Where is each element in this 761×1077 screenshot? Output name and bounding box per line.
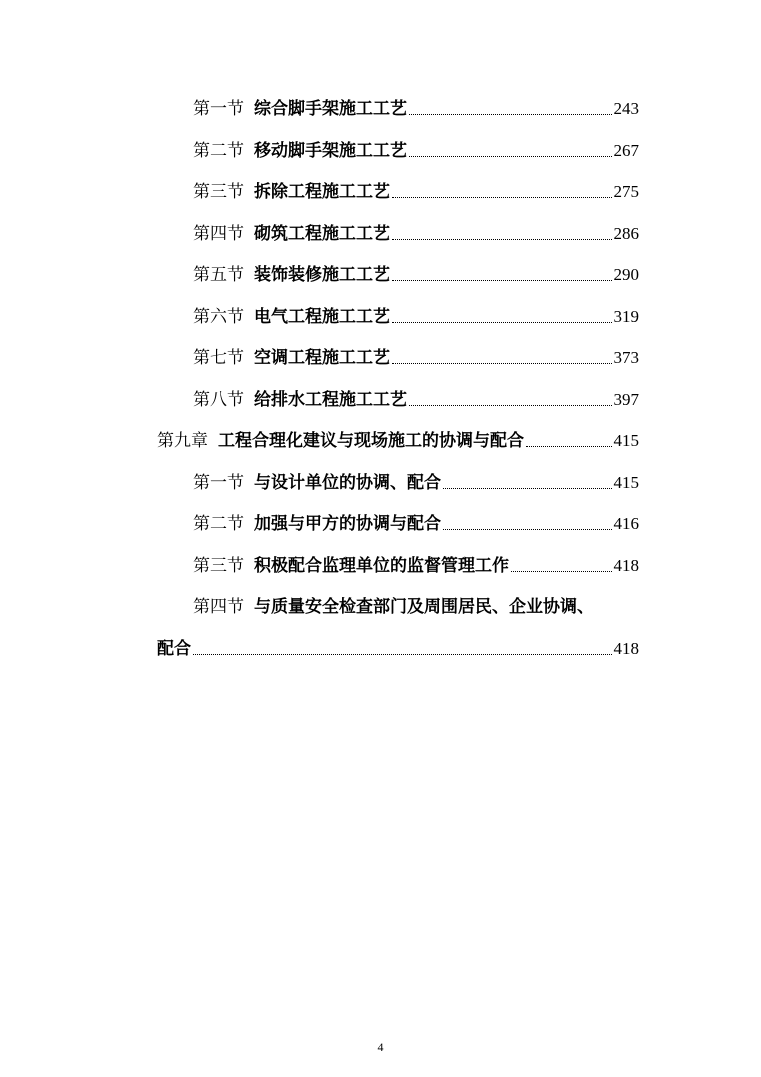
dot-leader	[443, 529, 612, 530]
toc-entry-number: 第四节	[193, 597, 244, 617]
toc-entry-page: 397	[613, 390, 639, 409]
toc-entry-wrapped-line1	[193, 595, 594, 619]
toc-entry-wrapped-line2	[157, 637, 639, 661]
toc-entry-title: 积极配合监理单位的监督管理工作	[254, 556, 509, 576]
dot-leader	[409, 114, 612, 115]
toc-entry-title: 与质量安全检查部门及周围居民、企业协调、	[254, 597, 594, 617]
dot-leader	[392, 322, 612, 323]
toc-entry-number: 第一节	[193, 473, 244, 493]
toc-entry	[193, 139, 639, 163]
toc-entry-title: 拆除工程施工工艺	[254, 182, 390, 202]
toc-entry-title: 电气工程施工工艺	[254, 307, 390, 327]
toc-entry-number: 第八节	[193, 390, 244, 410]
toc-entry	[193, 388, 639, 412]
toc-entry	[193, 97, 639, 121]
toc-entry-title: 综合脚手架施工工艺	[254, 99, 407, 119]
toc-entry-title: 与设计单位的协调、配合	[254, 473, 441, 493]
dot-leader	[443, 488, 612, 489]
toc-entry-title-continued: 配合	[157, 639, 191, 659]
toc-entry	[193, 263, 639, 287]
toc-entry-number: 第六节	[193, 307, 244, 327]
dot-leader	[392, 280, 612, 281]
toc-entry-title: 加强与甲方的协调与配合	[254, 514, 441, 534]
toc-entry-title: 空调工程施工工艺	[254, 348, 390, 368]
toc-entry-page: 415	[613, 473, 639, 492]
toc-entry	[193, 305, 639, 329]
dot-leader	[526, 446, 612, 447]
toc-entry-title: 砌筑工程施工工艺	[254, 224, 390, 244]
toc-entry-page: 416	[613, 514, 639, 533]
toc-entry-page: 267	[613, 141, 639, 160]
toc-entry-title: 装饰装修施工工艺	[254, 265, 390, 285]
toc-entry-page: 418	[613, 639, 639, 658]
toc-entry-page: 319	[613, 307, 639, 326]
toc-entry-page: 418	[613, 556, 639, 575]
dot-leader	[392, 363, 612, 364]
toc-entry	[193, 222, 639, 246]
toc-entry-page: 286	[613, 224, 639, 243]
toc-entry-number: 第三节	[193, 182, 244, 202]
toc-entry	[193, 471, 639, 495]
toc-entry-number: 第二节	[193, 514, 244, 534]
toc-entry-number: 第四节	[193, 224, 244, 244]
toc-entry-number: 第三节	[193, 556, 244, 576]
toc-entry-page: 275	[613, 182, 639, 201]
toc-entry-number: 第七节	[193, 348, 244, 368]
toc-entry-number: 第二节	[193, 141, 244, 161]
toc-entry	[193, 554, 639, 578]
dot-leader	[392, 197, 612, 198]
toc-chapter-title: 工程合理化建议与现场施工的协调与配合	[218, 431, 524, 451]
toc-entry-page: 243	[613, 99, 639, 118]
toc-entry-title: 给排水工程施工工艺	[254, 390, 407, 410]
dot-leader	[193, 654, 612, 655]
toc-entry-title: 移动脚手架施工工艺	[254, 141, 407, 161]
toc-entry	[193, 512, 639, 536]
dot-leader	[392, 239, 612, 240]
toc-entry-page: 415	[613, 431, 639, 450]
toc-chapter-entry	[157, 429, 639, 453]
toc-entry	[193, 180, 639, 204]
page-number: 4	[377, 1040, 384, 1054]
dot-leader	[409, 156, 612, 157]
toc-entry	[193, 346, 639, 370]
dot-leader	[511, 571, 612, 572]
dot-leader	[409, 405, 612, 406]
toc-entry-number: 第一节	[193, 99, 244, 119]
toc-entry-number: 第五节	[193, 265, 244, 285]
toc-entry-page: 290	[613, 265, 639, 284]
toc-chapter-number: 第九章	[157, 431, 208, 451]
toc-entry-page: 373	[613, 348, 639, 367]
